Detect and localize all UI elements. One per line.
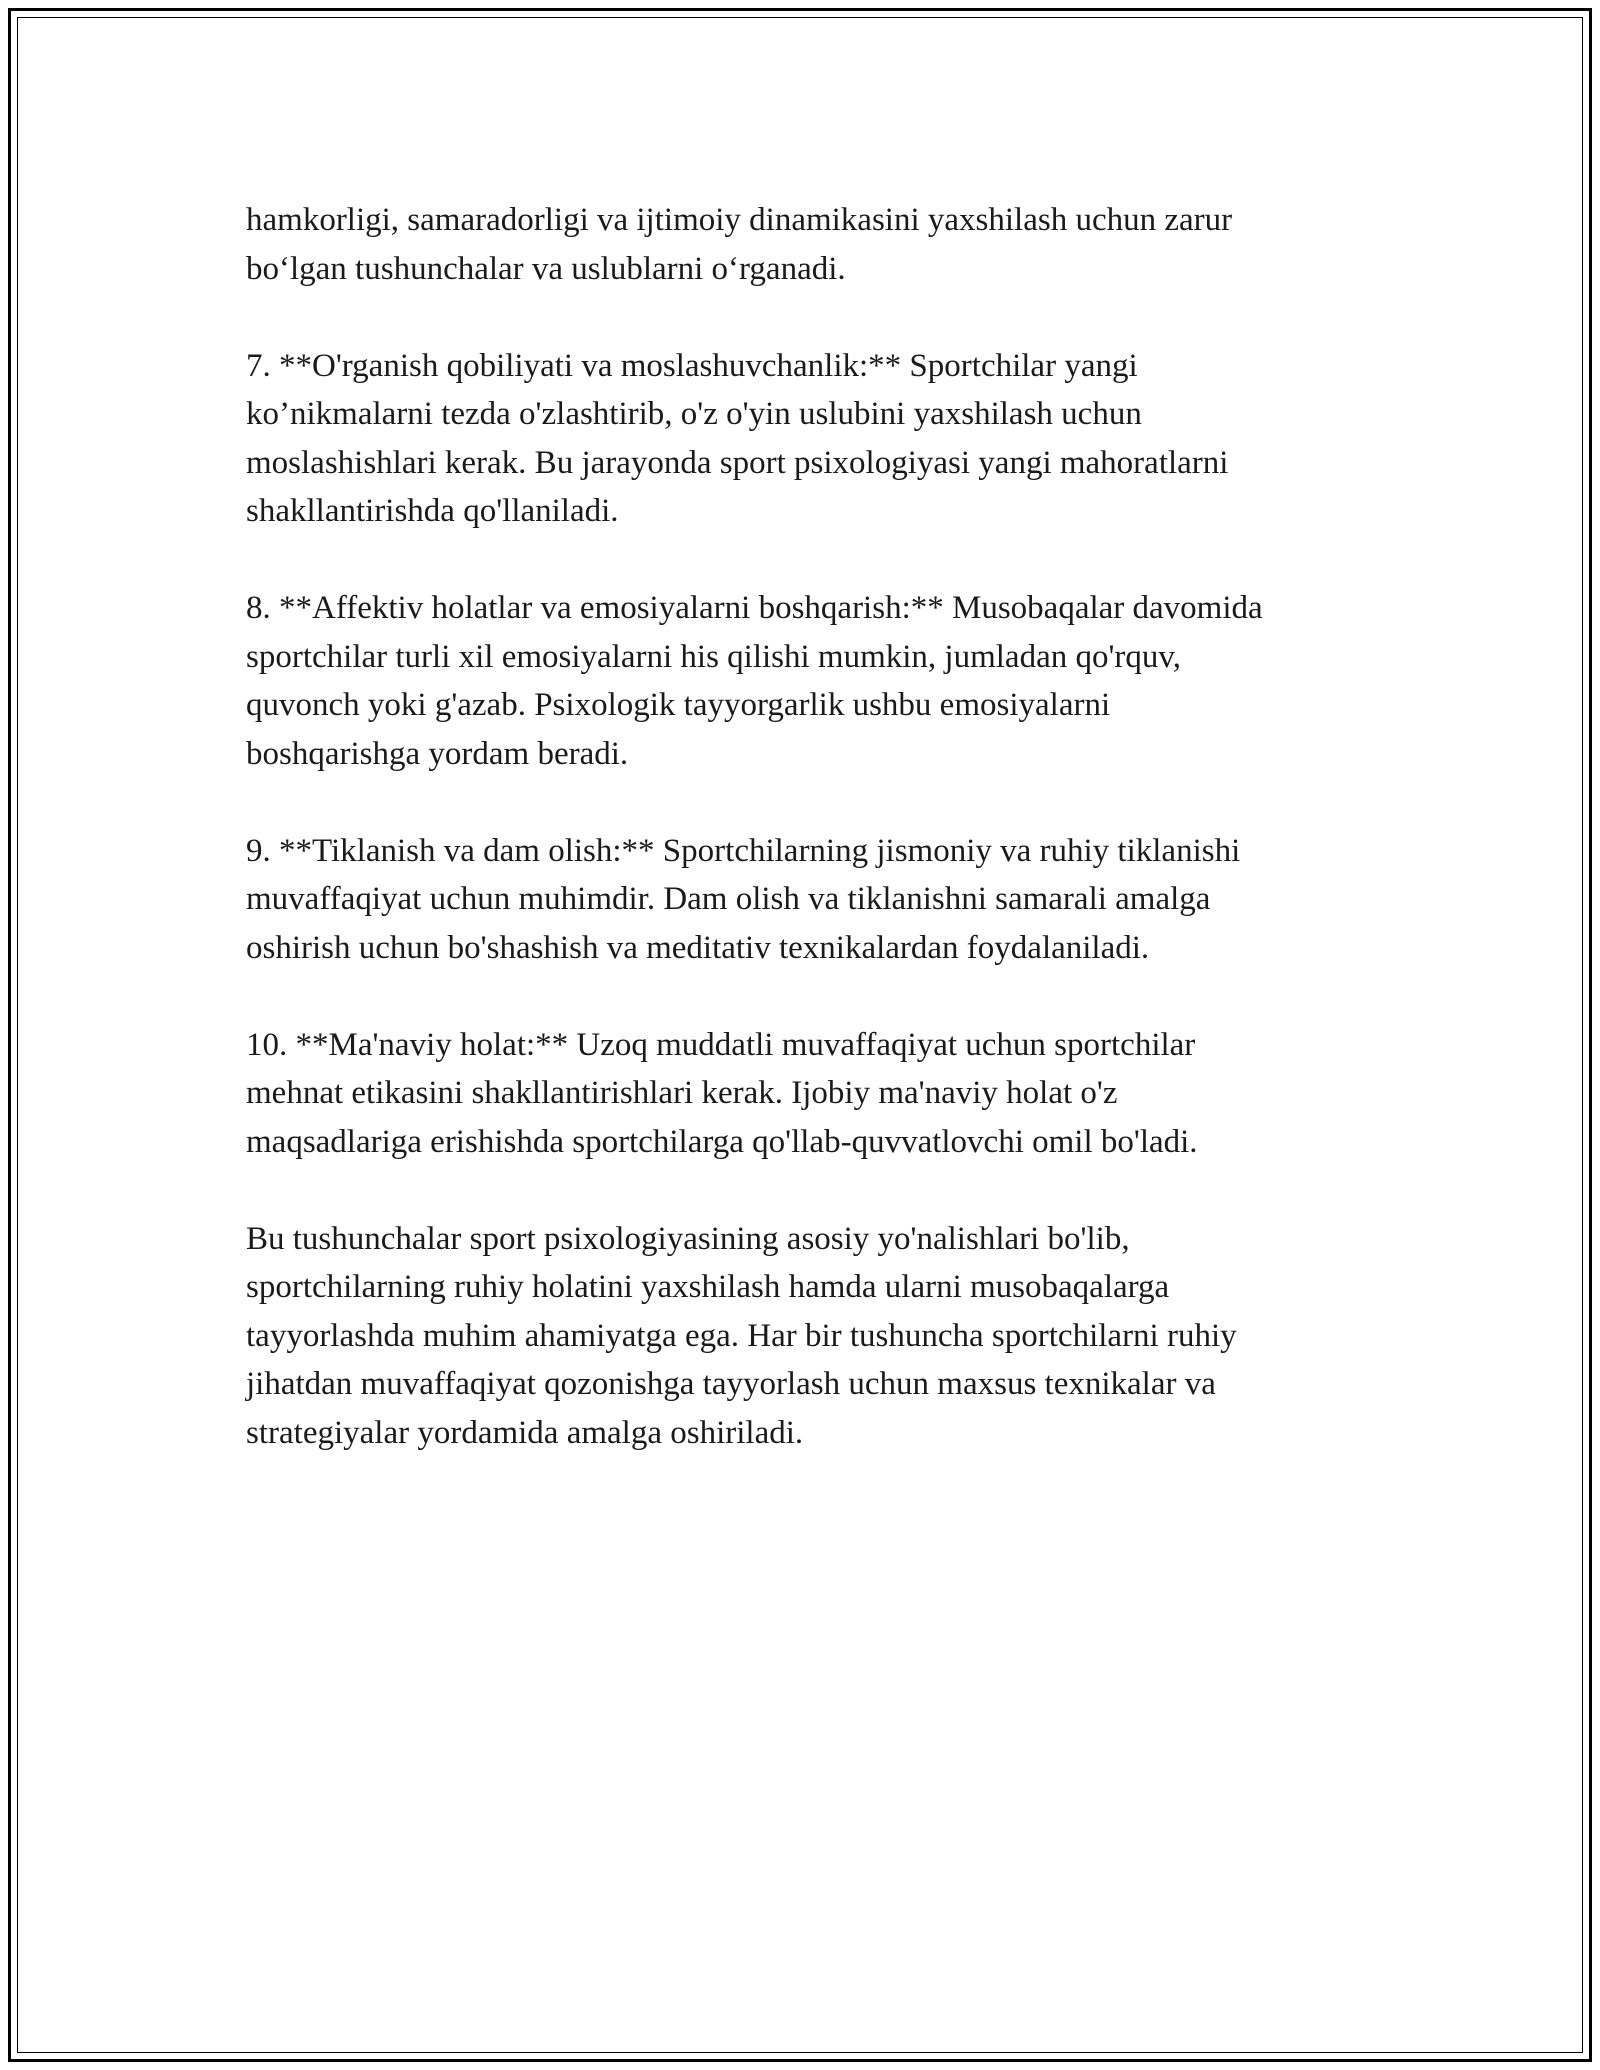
document-page: [8, 8, 1592, 2062]
text-line: mehnat etikasini shakllantirishlari kerak. Ijobiy ma'naviy holat o'z: [246, 1075, 1118, 1111]
paragraph-item-9: [246, 827, 1406, 973]
text-line: muvaffaqiyat uchun muhimdir. Dam olish va tiklanishni samarali amalga: [246, 881, 1211, 917]
text-line: boshqarishga yordam beradi.: [246, 735, 629, 772]
text-line: 10. **Ma'naviy holat:** Uzoq muddatli muvaffaqiyat uchun sportchilar: [246, 1026, 1196, 1063]
text-line: maqsadlariga erishishda sportchilarga qo'llab-quvvatlovchi omil bo'ladi.: [246, 1123, 1198, 1160]
text-line: jihatdan muvaffaqiyat qozonishga tayyorlash uchun maxsus texnikalar va: [246, 1366, 1216, 1402]
text-line: moslashishlari kerak. Bu jarayonda sport psixologiyasi yangi mahoratlarni: [246, 444, 1229, 481]
text-line: sportchilar turli xil emosiyalarni his qilishi mumkin, jumladan qo'rquv,: [246, 638, 1182, 675]
text-line: hamkorligi, samaradorligi va ijtimoiy dinamikasini yaxshilash uchun zarur: [246, 202, 1233, 238]
text-line: tayyorlashda muhim ahamiyatga ega. Har bir tushuncha sportchilarni ruhiy: [246, 1317, 1237, 1354]
text-line: bo‘lgan tushunchalar va uslublarni o‘rganadi.: [246, 250, 846, 287]
text-line: ko’nikmalarni tezda o'zlashtirib, o'z o'yin uslubini yaxshilash uchun: [246, 396, 1142, 432]
text-line: strategiyalar yordamida amalga oshiriladi.: [246, 1414, 804, 1451]
paragraph-item-7: [246, 342, 1406, 536]
text-line: shakllantirishda qo'llaniladi.: [246, 493, 619, 529]
paragraph-conclusion: [246, 1215, 1406, 1458]
paragraph-item-8: [246, 584, 1406, 778]
paragraph-item-10: [246, 1021, 1406, 1167]
paragraph-intro-continuation: [246, 196, 1406, 293]
text-line: Bu tushunchalar sport psixologiyasining asosiy yo'nalishlari bo'lib,: [246, 1220, 1130, 1257]
document-body: [246, 196, 1406, 1457]
text-line: quvonch yoki g'azab. Psixologik tayyorgarlik ushbu emosiyalarni: [246, 687, 1111, 723]
text-line: sportchilarning ruhiy holatini yaxshilash hamda ularni musobaqalarga: [246, 1269, 1170, 1305]
text-line: 9. **Tiklanish va dam olish:** Sportchilarning jismoniy va ruhiy tiklanishi: [246, 832, 1241, 869]
text-line: 7. **O'rganish qobiliyati va moslashuvchanlik:** Sportchilar yangi: [246, 347, 1138, 384]
text-line: 8. **Affektiv holatlar va emosiyalarni boshqarish:** Musobaqalar davomida: [246, 590, 1263, 626]
text-line: oshirish uchun bo'shashish va meditativ texnikalardan foydalaniladi.: [246, 929, 1150, 966]
